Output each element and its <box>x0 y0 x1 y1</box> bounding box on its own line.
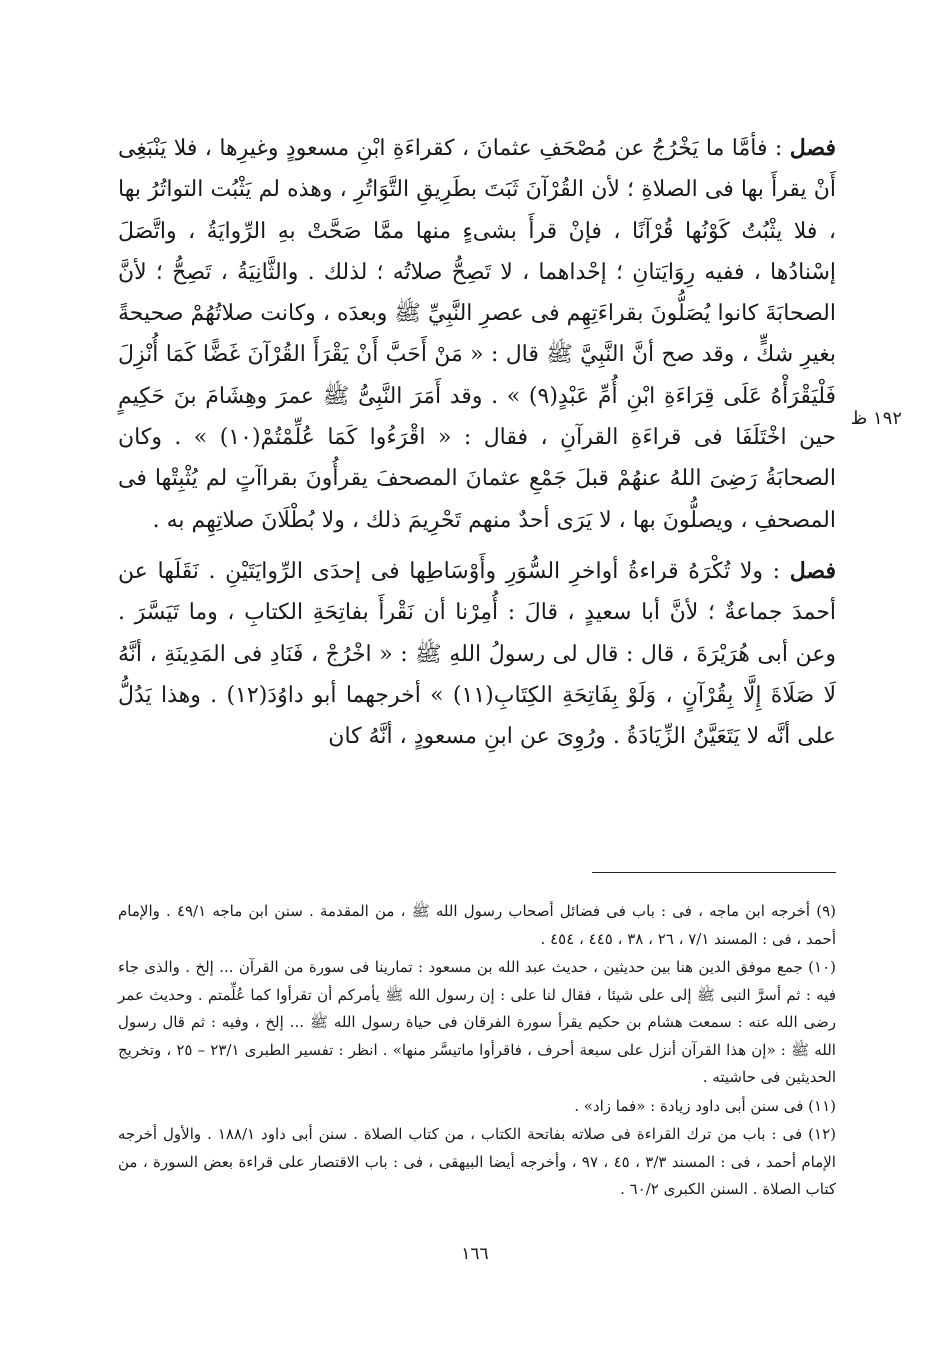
paragraph-text: : ولا تُكْرَهُ قراءةُ أواخرِ السُّوَرِ وأَوْسَاطِها فى إحدَى الرِّوايَتَيْنِ . نَقَلَها عن أحمدَ جماعةٌ ؛ لأنَّ أبا سعيدٍ ، قالَ : أُمِرْنا أن نَقْرأَ بفاتِحَةِ الكتابِ ، وما تَيَسَّرَ . وعن أبى هُرَيْرَةَ ، قال : قال لى رسولُ اللهِ ﷺ : « اخْرُجْ ، فَنَادِ فى المَدِينَةِ ، أنَّهُ لَا صَلَاةَ إِلَّا بِقُرْآنٍ ، وَلَوْ بِفَاتِحَةِ الكِتَابِ(١١) » أخرجهما أبو داوُدَ(١٢) . وهذا يَدُلُّ على أنَّه لا يَتَعَيَّنُ الزِّيَادَةُ . ورُوِىَ عن ابنِ مسعودٍ ، أنَّهُ كان <box>118 558 836 750</box>
paragraph-2 <box>118 551 836 757</box>
margin-folio-note: ١٩٢ ظ <box>850 408 902 429</box>
footnote: (١١) فى سنن أبى داود زيادة : «فما زاد» . <box>574 1096 836 1115</box>
section-heading: فصل <box>789 557 836 584</box>
footnotes <box>118 898 836 1204</box>
footnote-divider <box>592 872 836 873</box>
footnote: (١٢) فى : باب من ترك القراءة فى صلاته بفاتحة الكتاب ، من كتاب الصلاة . سنن أبى داود ١٨٨/١ . والأول أخرجه الإمام أحمد ، فى : المسند ٣/٣ ، ٤٥ ، ٩٧ ، وأخرجه أيضا البيهقى ، فى : باب الاقتصار على قراءة بعض السورة ، من كتاب الصلاة . السنن الكبرى ٦٠/٢ . <box>118 1125 836 1198</box>
footnote: (٩) أخرجه ابن ماجه ، فى : باب فى فضائل أصحاب رسول الله ﷺ ، من المقدمة . سنن ابن ماجه ٤٩/١ . والإمام أحمد ، فى : المسند ٧/١ ، ٢٦ ، ٣٨ ، ٤٤٥ ، ٤٥٤ . <box>118 902 837 948</box>
footnote: (١٠) جمع موفق الدين هنا بين حديثين ، حديث عبد الله بن مسعود : تمارينا فى سورة من القرآن ... إلخ . والذى جاء فيه : ثم أسرَّ النبى ﷺ إلى على شيئا ، فقال لنا على : إن رسول الله ﷺ يأمركم أن تقرأوا كما عُلِّمتم . وحديث عمر رضى الله عنه : سمعت هشام بن حكيم يقرأ سورة الفرقان فى حياة رسول الله ﷺ ... إلخ ، وفيه : ثم قال رسول الله ﷺ : «إن هذا القرآن أنزل على سبعة أحرف ، فاقرأوا ماتيسَّر منها» . انظر : تفسير الطبرى ٢٣/١ – ٢٥ ، وتخريج الحديثين فى حاشيته . <box>118 958 836 1086</box>
section-heading: فصل <box>789 135 836 161</box>
paragraph-1 <box>118 128 836 541</box>
paragraph-text: : فأمَّا ما يَخْرُجُ عن مُصْحَفِ عثمانَ ، كقراءَةِ ابْنِ مسعودٍ وغيرِها ، فلا يَنْبَغِى أَنْ يقرأَ بها فى الصلاةِ ؛ لأن القُرْآنَ ثَبَتَ بطَرِيقِ التَّوَاتُرِ ، وهذه لم يَثْبُت التواتُرُ بها ، فلا يثْبُتُ كَوْنُها قُرْآنًا ، فإنْ قرأَ بشىءٍ منها ممَّا صَحَّتْ بهِ الرِّوايَةُ ، واتَّصَلَ إسْنادُها ، ففيه رِوَايَتانِ ؛ إحْداهما ، لا تَصِحُّ صلاتُه ؛ لذلك . والثَّانِيَةُ ، تَصِحُّ ؛ لأنَّ الصحابَةَ كانوا يُصَلُّونَ بقراءَتِهِم فى عصرِ النَّبِيِّ ﷺ وبعدَه ، وكانت صلاتُهُمْ صحيحةً بغيرِ شكٍّ ، وقد صح أنَّ النَّبِيَّ ﷺ قال : « مَنْ أَحَبَّ أَنْ يَقْرَأَ القُرْآنَ غَضًّا كَمَا أُنْزِلَ فَلْيَقْرَأْهُ عَلَى قِرَاءَةِ ابْنِ أُمِّ عَبْدٍ(٩) » . وقد أَمَرَ النَّبِىُّ ﷺ عمرَ وهِشَامَ بنَ حَكِيمٍ حين اخْتَلَفَا فى قراءَةِ القرآنِ ، فقال : « اقْرَءُوا كَمَا عُلِّمْتُمْ(١٠) » . وكان الصحابَةُ رَضِىَ اللهُ عنهُمْ قبلَ جَمْعِ عثمانَ المصحفَ يقرأُونَ بقراآتٍ لم يُثْبِتْها فى المصحفِ ، ويصلُّونَ بها ، لا يَرَى أحدٌ منهم تَحْرِيمَ ذلك ، ولا بُطْلَانَ صلاتِهِم به . <box>118 136 837 533</box>
page-number: ١٦٦ <box>461 1244 489 1264</box>
main-text <box>118 128 836 757</box>
